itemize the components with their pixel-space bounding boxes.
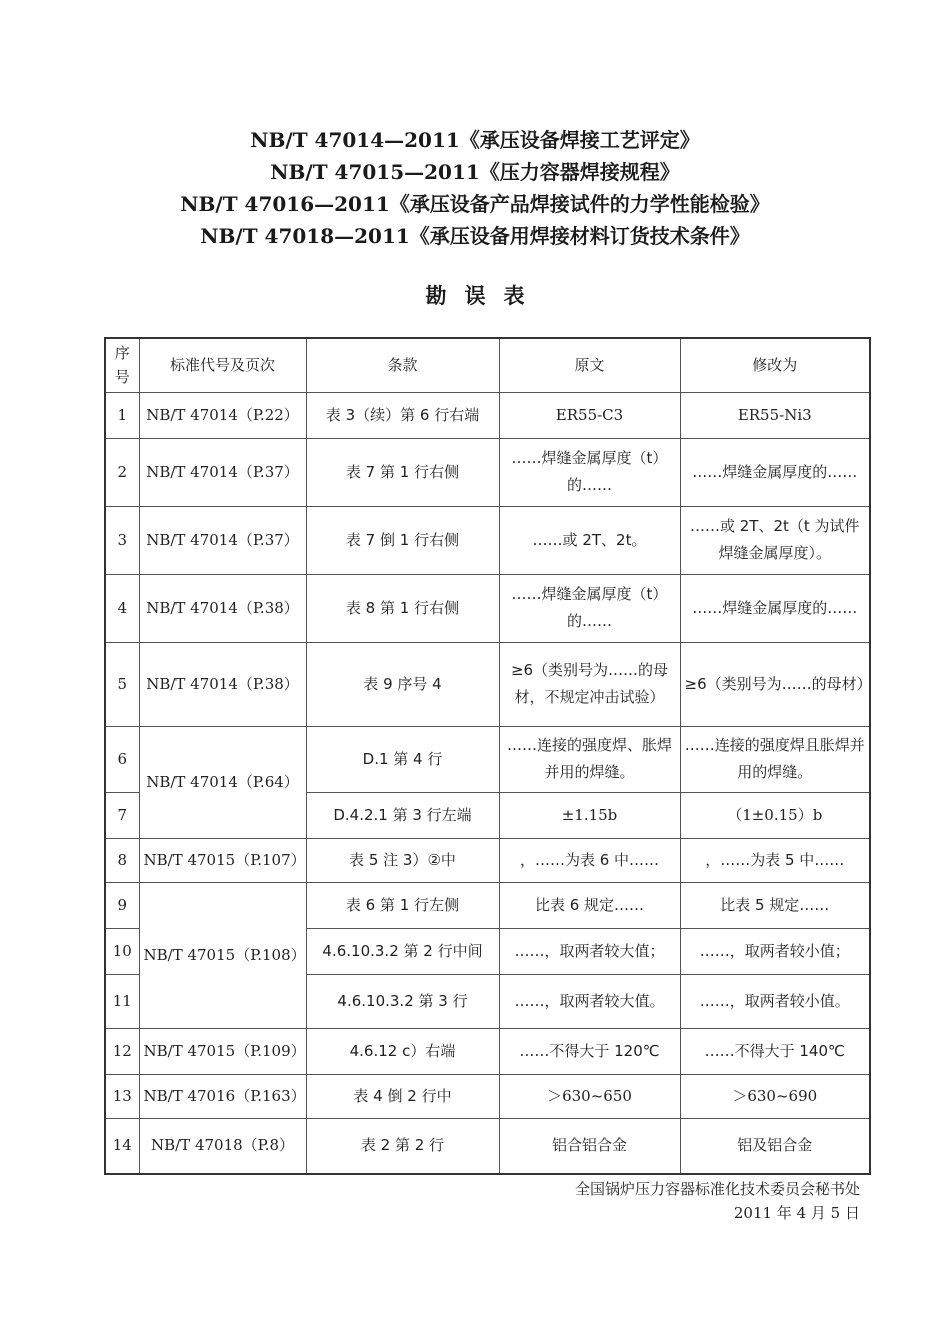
- cell-original: ER55-C3: [499, 392, 680, 438]
- cell-no: 11: [105, 974, 139, 1028]
- cell-no: 1: [105, 392, 139, 438]
- table-row: [105, 1028, 870, 1074]
- table-row: [105, 506, 870, 574]
- table-row: [105, 574, 870, 642]
- issuing-organization: 全国锅炉压力容器标准化技术委员会秘书处: [574, 1180, 860, 1198]
- document-titles: [0, 124, 950, 252]
- header-no: 序号: [105, 338, 139, 392]
- table-row: [105, 1118, 870, 1174]
- errata-table: [104, 337, 871, 1175]
- cell-standard: NB/T 47015（P.108）: [139, 882, 306, 1028]
- cell-revised: ＞630~690: [680, 1074, 870, 1118]
- cell-original: ……连接的强度焊、胀焊并用的焊缝。: [499, 726, 680, 792]
- cell-standard: NB/T 47018（P.8）: [139, 1118, 306, 1174]
- title-line: NB/T 47014—2011《承压设备焊接工艺评定》: [250, 128, 700, 152]
- table-row: [105, 882, 870, 928]
- cell-no: 14: [105, 1118, 139, 1174]
- cell-clause: D.1 第 4 行: [306, 726, 499, 792]
- cell-original: ……或 2T、2t。: [499, 506, 680, 574]
- cell-original: ……，取两者较大值。: [499, 974, 680, 1028]
- title-line: NB/T 47018—2011《承压设备用焊接材料订货技术条件》: [200, 224, 750, 248]
- cell-no: 9: [105, 882, 139, 928]
- cell-revised: ……不得大于 140℃: [680, 1028, 870, 1074]
- cell-revised: ……连接的强度焊且胀焊并用的焊缝。: [680, 726, 870, 792]
- title-line: NB/T 47016—2011《承压设备产品焊接试件的力学性能检验》: [180, 192, 770, 216]
- table-header-row: [105, 338, 870, 392]
- cell-no: 13: [105, 1074, 139, 1118]
- cell-original: ……焊缝金属厚度（t）的……: [499, 438, 680, 506]
- cell-revised: ……，取两者较小值；: [680, 928, 870, 974]
- cell-original: ≥6（类别号为……的母材，不规定冲击试验）: [499, 642, 680, 726]
- cell-no: 8: [105, 838, 139, 882]
- cell-original: ，……为表 6 中……: [499, 838, 680, 882]
- cell-original: ±1.15b: [499, 792, 680, 838]
- cell-clause: 表 6 第 1 行左侧: [306, 882, 499, 928]
- cell-clause: 表 8 第 1 行右侧: [306, 574, 499, 642]
- cell-clause: 表 2 第 2 行: [306, 1118, 499, 1174]
- header-revised: 修改为: [680, 338, 870, 392]
- cell-clause: 表 9 序号 4: [306, 642, 499, 726]
- cell-clause: 4.6.12 c）右端: [306, 1028, 499, 1074]
- cell-original: ……焊缝金属厚度（t）的……: [499, 574, 680, 642]
- cell-standard: NB/T 47014（P.37）: [139, 506, 306, 574]
- cell-standard: NB/T 47014（P.37）: [139, 438, 306, 506]
- cell-revised: ……，取两者较小值。: [680, 974, 870, 1028]
- cell-standard: NB/T 47014（P.64）: [139, 726, 306, 838]
- cell-original: ……，取两者较大值；: [499, 928, 680, 974]
- header-standard: 标准代号及页次: [139, 338, 306, 392]
- issue-date: 2011 年 4 月 5 日: [733, 1204, 860, 1222]
- table-row: [105, 392, 870, 438]
- cell-standard: NB/T 47014（P.22）: [139, 392, 306, 438]
- cell-no: 3: [105, 506, 139, 574]
- table-row: [105, 438, 870, 506]
- cell-revised: ……或 2T、2t（t 为试件焊缝金属厚度）。: [680, 506, 870, 574]
- cell-original: 比表 6 规定……: [499, 882, 680, 928]
- cell-no: 12: [105, 1028, 139, 1074]
- cell-clause: 4.6.10.3.2 第 2 行中间: [306, 928, 499, 974]
- header-original: 原文: [499, 338, 680, 392]
- table-row: [105, 726, 870, 792]
- cell-clause: 表 7 倒 1 行右侧: [306, 506, 499, 574]
- cell-no: 4: [105, 574, 139, 642]
- cell-revised: ……焊缝金属厚度的……: [680, 438, 870, 506]
- cell-original: ……不得大于 120℃: [499, 1028, 680, 1074]
- cell-standard: NB/T 47015（P.109）: [139, 1028, 306, 1074]
- cell-revised: ，……为表 5 中……: [680, 838, 870, 882]
- cell-revised: ……焊缝金属厚度的……: [680, 574, 870, 642]
- cell-standard: NB/T 47014（P.38）: [139, 574, 306, 642]
- cell-no: 6: [105, 726, 139, 792]
- cell-clause: 表 5 注 3）②中: [306, 838, 499, 882]
- cell-revised: 比表 5 规定……: [680, 882, 870, 928]
- cell-revised: 铝及铝合金: [680, 1118, 870, 1174]
- cell-no: 7: [105, 792, 139, 838]
- cell-standard: NB/T 47014（P.38）: [139, 642, 306, 726]
- cell-standard: NB/T 47015（P.107）: [139, 838, 306, 882]
- cell-original: ＞630~650: [499, 1074, 680, 1118]
- cell-revised: ER55-Ni3: [680, 392, 870, 438]
- cell-no: 10: [105, 928, 139, 974]
- cell-standard: NB/T 47016（P.163）: [139, 1074, 306, 1118]
- table-row: [105, 642, 870, 726]
- cell-no: 5: [105, 642, 139, 726]
- cell-revised: ≥6（类别号为……的母材）: [680, 642, 870, 726]
- cell-clause: D.4.2.1 第 3 行左端: [306, 792, 499, 838]
- cell-clause: 表 4 倒 2 行中: [306, 1074, 499, 1118]
- cell-clause: 表 7 第 1 行右侧: [306, 438, 499, 506]
- cell-no: 2: [105, 438, 139, 506]
- errata-heading: 勘误表: [425, 284, 543, 308]
- cell-original: 铝合铝合金: [499, 1118, 680, 1174]
- cell-revised: （1±0.15）b: [680, 792, 870, 838]
- table-row: [105, 1074, 870, 1118]
- table-row: [105, 838, 870, 882]
- header-clause: 条款: [306, 338, 499, 392]
- cell-clause: 4.6.10.3.2 第 3 行: [306, 974, 499, 1028]
- cell-clause: 表 3（续）第 6 行右端: [306, 392, 499, 438]
- title-line: NB/T 47015—2011《压力容器焊接规程》: [270, 160, 680, 184]
